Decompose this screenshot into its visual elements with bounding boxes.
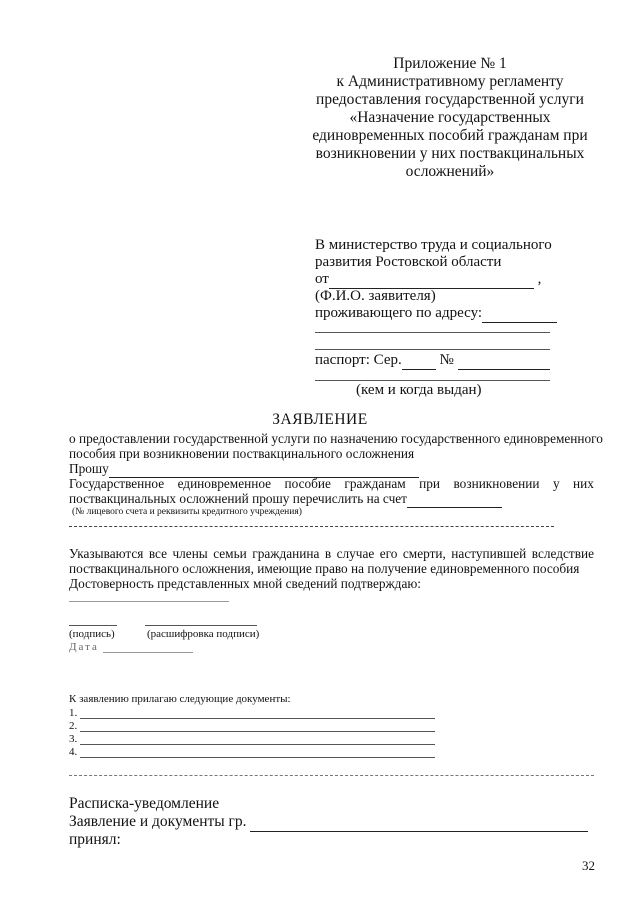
passport-label: паспорт: Сер. — [315, 352, 402, 368]
request-label: Прошу — [69, 461, 109, 476]
address-label: проживающего по адресу: — [315, 305, 483, 321]
family-line-1: Указываются все члены семьи гражданина в случае его смерти, наступившей вследствие — [69, 546, 594, 561]
fio-hint: (Ф.И.О. заявителя) — [315, 288, 436, 304]
attachment-line-3[interactable] — [80, 744, 435, 745]
family-line-2: поствакцинального осложнения, имеющие право на получение единовременного пособия — [69, 561, 580, 576]
family-signature-line[interactable] — [69, 601, 229, 602]
passport-number-field[interactable] — [458, 352, 550, 370]
account-field[interactable] — [407, 491, 502, 508]
passport-issued-line[interactable] — [315, 380, 550, 381]
address-line-2[interactable] — [315, 332, 550, 333]
receipt-line-label: Заявление и документы гр. — [69, 813, 247, 830]
transfer-line-1 — [69, 476, 594, 492]
attachment-line-4[interactable] — [80, 757, 435, 758]
attachment-number: 2. — [69, 720, 78, 732]
attachment-number: 4. — [69, 746, 78, 758]
attachments-heading: К заявлению прилагаю следующие документы: — [69, 693, 291, 705]
signature-line[interactable] — [69, 625, 117, 626]
appendix-line: возникновении у них поствакцинальных — [315, 145, 585, 162]
addressee-line-2: развития Ростовской области — [315, 254, 502, 270]
issued-hint: (кем и когда выдан) — [356, 382, 482, 398]
receipt-accepted-label: принял: — [69, 831, 121, 848]
transfer-word: гражданам — [344, 476, 406, 491]
transfer-word: возникновении — [453, 476, 540, 491]
transfer-word: Государственное — [69, 476, 165, 491]
confirm-line: Достоверность представленных мной сведений подтверждаю: — [69, 576, 421, 591]
passport-number-label: № — [439, 352, 454, 368]
signature-decoding-line[interactable] — [145, 625, 257, 626]
appendix-line: Приложение № 1 — [393, 55, 507, 72]
attachment-number: 3. — [69, 733, 78, 745]
from-field[interactable] — [329, 271, 534, 289]
appendix-block — [300, 55, 600, 181]
address-line-3[interactable] — [315, 349, 550, 350]
signature-decoding-label: (расшифровка подписи) — [147, 628, 260, 640]
addressee-line-1: В министерство труда и социального — [315, 237, 552, 253]
appendix-line: единовременных пособий гражданам при — [312, 127, 588, 144]
account-hint: (№ лицевого счета и реквизиты кредитного учреждения) — [72, 507, 302, 517]
transfer-word: при — [419, 476, 441, 491]
transfer-line-2: поствакцинальных осложнений прошу перечислить на счет — [69, 491, 407, 506]
from-comma: , — [537, 271, 542, 287]
date-field[interactable] — [103, 652, 193, 653]
address-field[interactable] — [482, 305, 557, 323]
receipt-name-field[interactable] — [250, 813, 588, 832]
signature-label: (подпись) — [69, 628, 115, 640]
from-label: от — [315, 271, 329, 287]
family-line-1-wrap — [69, 546, 594, 562]
subject-line-2: пособия при возникновении поствакцинального осложнения — [69, 446, 415, 461]
transfer-row-2 — [69, 491, 502, 508]
application-title: ЗАЯВЛЕНИЕ — [272, 411, 368, 428]
transfer-word: единовременное — [177, 476, 272, 491]
transfer-word: пособие — [284, 476, 331, 491]
attachment-line-2[interactable] — [80, 731, 435, 732]
from-row — [315, 271, 541, 289]
appendix-line: к Административному регламенту — [336, 73, 564, 90]
passport-row — [315, 352, 550, 370]
cut-line — [69, 775, 594, 776]
passport-series-field[interactable] — [402, 352, 436, 370]
transfer-word: них — [573, 476, 594, 491]
appendix-line: осложнений» — [405, 163, 495, 180]
receipt-title: Расписка-уведомление — [69, 795, 220, 812]
receipt-row — [69, 813, 588, 832]
account-dash-line — [69, 526, 554, 527]
attachment-line-1[interactable] — [80, 718, 435, 719]
address-row — [315, 305, 557, 323]
page-number: 32 — [582, 858, 595, 873]
subject-line-1: о предоставлении государственной услуги по назначению государственного единовременного — [69, 431, 603, 446]
date-label: Дата — [69, 641, 99, 653]
attachment-number: 1. — [69, 707, 78, 719]
transfer-word: у — [552, 476, 560, 491]
appendix-line: предоставления государственной услуги — [316, 91, 584, 108]
appendix-line: «Назначение государственных — [349, 109, 551, 126]
